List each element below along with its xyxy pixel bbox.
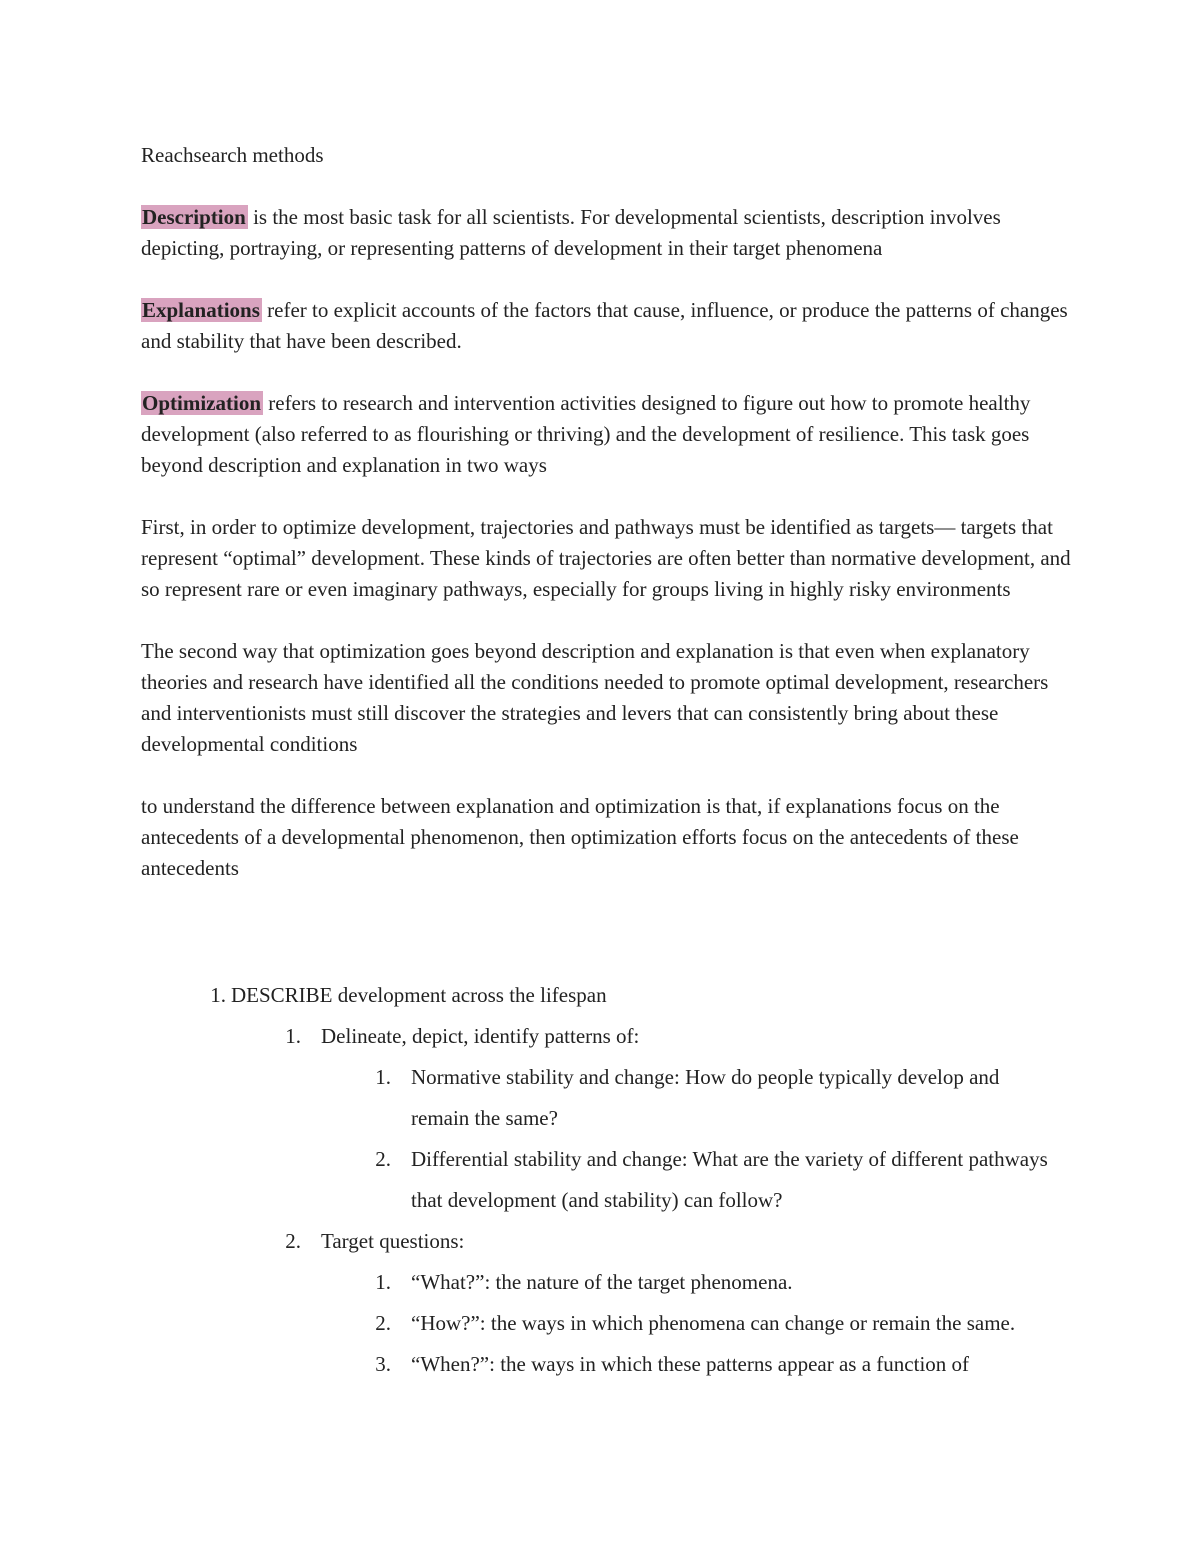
paragraph-text: is the most basic task for all scientists. For developmental scientists, description involves depicting, portraying, or representing patterns of development in their target phenomena bbox=[141, 205, 1001, 260]
paragraph-description bbox=[141, 202, 1071, 264]
list-item-text: Delineate, depict, identify patterns of: bbox=[321, 1024, 640, 1048]
list-number: 2. bbox=[375, 1311, 391, 1335]
list-item-text: Normative stability and change: How do people typically develop and remain the same? bbox=[411, 1065, 1000, 1130]
list-item bbox=[141, 1344, 1071, 1385]
list-item-text: DESCRIBE development across the lifespan bbox=[231, 983, 607, 1007]
list-item bbox=[141, 1139, 1071, 1221]
list-number: 2. bbox=[285, 1229, 301, 1253]
list-number: 3. bbox=[375, 1352, 391, 1376]
list-item bbox=[141, 1303, 1071, 1344]
term-highlight: Optimization bbox=[142, 391, 261, 415]
list-item bbox=[141, 975, 1200, 1016]
document-page bbox=[141, 140, 1071, 915]
paragraph-text: refers to research and intervention activities designed to figure out how to promote healthy development (also referred to as flourishing or thriving) and the development of resilience. This task goes beyond description and explanation in two ways bbox=[141, 391, 1031, 477]
paragraph-text: First, in order to optimize development, trajectories and pathways must be identified as targets— targets that represent “optimal” development. These kinds of trajectories are often better than normative development, and so represent rare or even imaginary pathways, especially for groups living in highly risky environments bbox=[141, 515, 1071, 601]
term-highlight: Explanations bbox=[142, 298, 260, 322]
paragraph-text: The second way that optimization goes beyond description and explanation is that even when explanatory theories and research have identified all the conditions needed to promote optimal development, researchers and interventionists must still discover the strategies and levers that can consistently bring about these developmental conditions bbox=[141, 639, 1049, 756]
list-item-text: “How?”: the ways in which phenomena can change or remain the same. bbox=[411, 1311, 1016, 1335]
list-item-text: Differential stability and change: What are the variety of different pathways that development (and stability) can follow? bbox=[411, 1147, 1048, 1212]
term-highlight: Description bbox=[142, 205, 246, 229]
list-item bbox=[141, 1016, 1071, 1057]
paragraph-second-way bbox=[141, 636, 1071, 760]
paragraph-text: refer to explicit accounts of the factors that cause, influence, or produce the patterns of changes and stability that have been described. bbox=[141, 298, 1068, 353]
paragraph-optimization bbox=[141, 388, 1071, 481]
list-number: 2. bbox=[375, 1147, 391, 1171]
list-item bbox=[141, 1221, 1071, 1262]
outline-list bbox=[141, 975, 1071, 1385]
paragraph-difference bbox=[141, 791, 1071, 884]
paragraph-explanations bbox=[141, 295, 1071, 357]
list-item-text: “What?”: the nature of the target phenomena. bbox=[411, 1270, 793, 1294]
list-number: 1. bbox=[375, 1065, 391, 1089]
list-number: 1. bbox=[210, 983, 226, 1007]
list-item-text: Target questions: bbox=[321, 1229, 465, 1253]
document-title: Reachsearch methods bbox=[141, 143, 324, 167]
list-item bbox=[141, 1057, 1071, 1139]
list-number: 1. bbox=[285, 1024, 301, 1048]
list-number: 1. bbox=[375, 1270, 391, 1294]
list-item bbox=[141, 1262, 1071, 1303]
paragraph-first-way bbox=[141, 512, 1071, 605]
paragraph-text: to understand the difference between explanation and optimization is that, if explanations focus on the antecedents of a developmental phenomenon, then optimization efforts focus on the antecedents of these antecedents bbox=[141, 794, 1019, 880]
list-item-text: “When?”: the ways in which these patterns appear as a function of bbox=[411, 1352, 970, 1376]
